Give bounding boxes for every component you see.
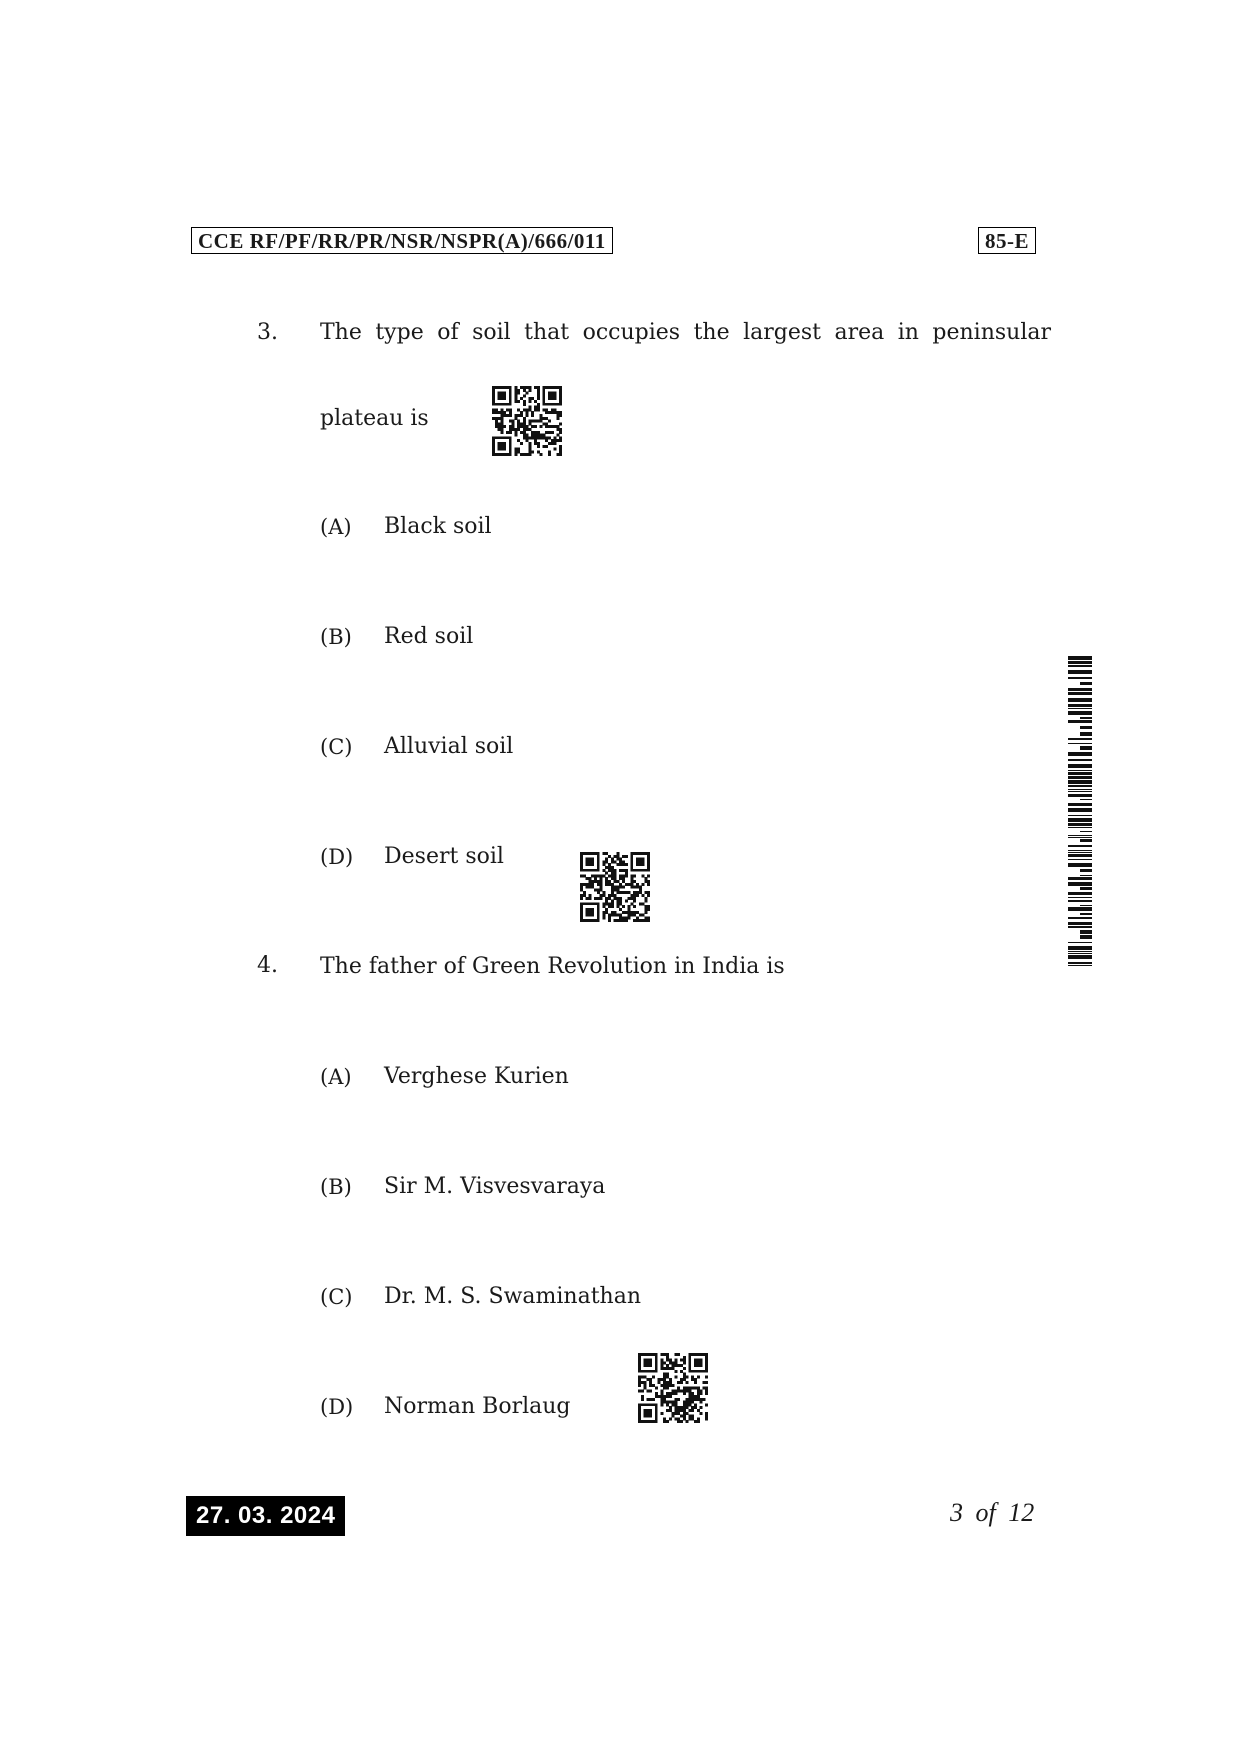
option-text: Norman Borlaug bbox=[384, 1394, 571, 1419]
question-number: 3. bbox=[257, 320, 278, 345]
option-text: Desert soil bbox=[384, 844, 504, 869]
paper-code-box bbox=[978, 227, 1036, 254]
option-text: Black soil bbox=[384, 514, 492, 539]
paper-code: 85-E bbox=[985, 229, 1029, 253]
question-text-line1: The father of Green Revolution in India is bbox=[320, 954, 785, 979]
exam-date: 27. 03. 2024 bbox=[186, 1496, 345, 1536]
question-text-line2: plateau is bbox=[320, 406, 429, 431]
option-text: Alluvial soil bbox=[384, 734, 514, 759]
option-letter: (D) bbox=[320, 845, 354, 869]
option-letter: (C) bbox=[320, 1285, 353, 1309]
exam-code-box bbox=[191, 227, 613, 254]
qr-code-icon bbox=[580, 852, 650, 922]
page-number: 3 of 12 bbox=[950, 1498, 1035, 1527]
option-text: Verghese Kurien bbox=[384, 1064, 569, 1089]
exam-code: CCE RF/PF/RR/PR/NSR/NSPR(A)/666/011 bbox=[198, 229, 606, 253]
option-text: Red soil bbox=[384, 624, 474, 649]
option-letter: (D) bbox=[320, 1395, 354, 1419]
option-letter: (A) bbox=[320, 1065, 352, 1089]
option-text: Dr. M. S. Swaminathan bbox=[384, 1284, 642, 1309]
option-letter: (B) bbox=[320, 625, 352, 649]
option-text: Sir M. Visvesvaraya bbox=[384, 1174, 606, 1199]
question-number: 4. bbox=[257, 953, 278, 978]
qr-code-icon bbox=[638, 1353, 708, 1423]
barcode-icon bbox=[1068, 656, 1092, 966]
option-letter: (C) bbox=[320, 735, 353, 759]
question-text-line1: The type of soil that occupies the largest area in peninsular bbox=[320, 320, 1051, 345]
qr-code-icon bbox=[492, 386, 562, 456]
option-letter: (B) bbox=[320, 1175, 352, 1199]
option-letter: (A) bbox=[320, 515, 352, 539]
